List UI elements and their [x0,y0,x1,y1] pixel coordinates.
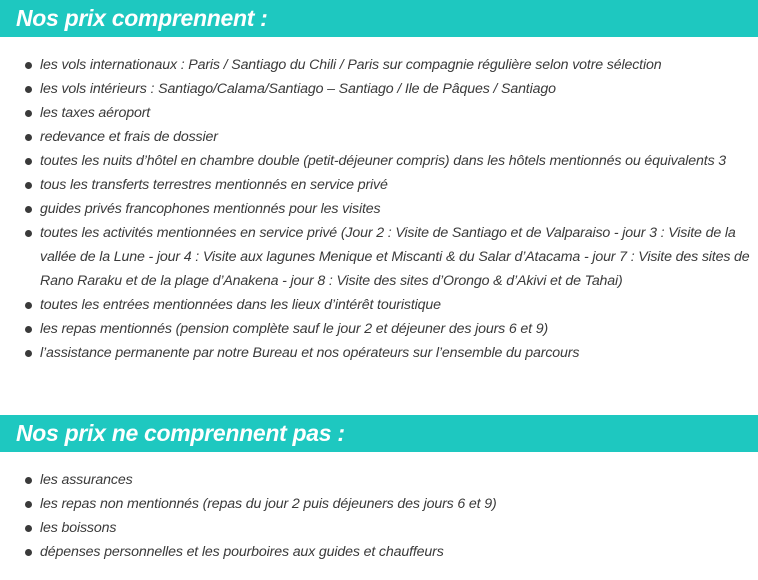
excludes-list [0,468,758,564]
list-item: dépenses personnelles et les pourboires aux guides et chauffeurs [0,540,758,564]
list-item: toutes les activités mentionnées en service privé (Jour 2 : Visite de Santiago et de Valparaiso - jour 3 : Visite de la vallée de la Lune - jour 4 : Visite aux lagunes Menique et Miscanti & du Salar d’Atacama - jour 7 : Visite des sites de Rano Raraku et de la plage d’Anakena - jour 8 : Visite des sites d’Orongo & d’Akivi et de Tahai) [0,221,758,293]
list-item: les assurances [0,468,758,492]
bullet-icon [25,206,32,213]
bullet-icon [25,477,32,484]
bullet-icon [25,86,32,93]
bullet-icon [25,134,32,141]
includes-list [0,53,758,365]
list-item: tous les transferts terrestres mentionnés en service privé [0,173,758,197]
excludes-header-banner [0,415,758,452]
bullet-icon [25,230,32,237]
bullet-icon [25,182,32,189]
bullet-icon [25,501,32,508]
bullet-icon [25,549,32,556]
bullet-icon [25,158,32,165]
bullet-icon [25,525,32,532]
list-item: redevance et frais de dossier [0,125,758,149]
bullet-icon [25,110,32,117]
list-item: les repas non mentionnés (repas du jour 2 puis déjeuners des jours 6 et 9) [0,492,758,516]
list-item: toutes les nuits d’hôtel en chambre double (petit-déjeuner compris) dans les hôtels mentionnés ou équivalents 3 [0,149,758,173]
list-item: les boissons [0,516,758,540]
list-item: les vols internationaux : Paris / Santiago du Chili / Paris sur compagnie régulière selon votre sélection [0,53,758,77]
list-item: les vols intérieurs : Santiago/Calama/Santiago – Santiago / Ile de Pâques / Santiago [0,77,758,101]
list-item: les repas mentionnés (pension complète sauf le jour 2 et déjeuner des jours 6 et 9) [0,317,758,341]
list-item: l’assistance permanente par notre Bureau et nos opérateurs sur l’ensemble du parcours [0,341,758,365]
bullet-icon [25,350,32,357]
list-item: guides privés francophones mentionnés pour les visites [0,197,758,221]
list-item: toutes les entrées mentionnées dans les lieux d’intérêt touristique [0,293,758,317]
excludes-title: Nos prix ne comprennent pas : [16,420,345,446]
list-item: les taxes aéroport [0,101,758,125]
bullet-icon [25,62,32,69]
includes-header-banner [0,0,758,37]
includes-title: Nos prix comprennent : [16,5,268,31]
bullet-icon [25,326,32,333]
bullet-icon [25,302,32,309]
